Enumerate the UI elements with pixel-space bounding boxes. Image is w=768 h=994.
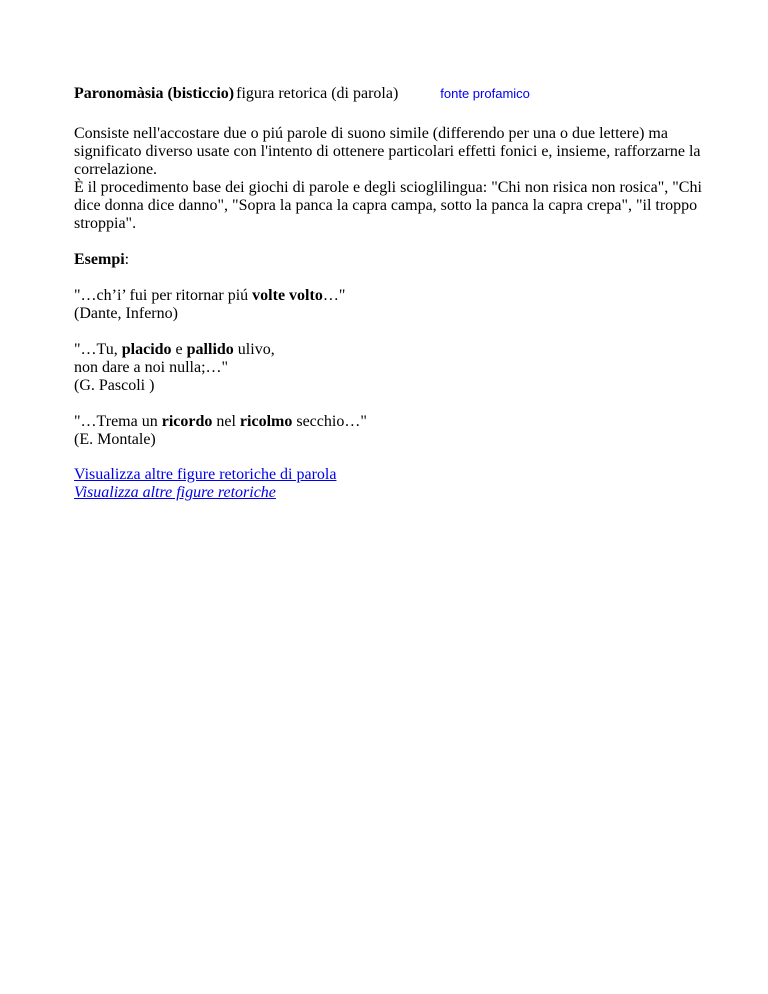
quote-text: nel <box>212 413 240 430</box>
examples-heading <box>74 251 714 269</box>
quote-bold: ricolmo <box>239 413 293 430</box>
example-dante <box>74 287 714 323</box>
quote-bold: volte volto <box>252 287 323 304</box>
navigation-links <box>74 466 714 502</box>
quote-text: "…Trema un <box>74 413 162 430</box>
source-link[interactable]: fonte profamico <box>440 86 530 101</box>
term-category: figura retorica (di parola) <box>236 85 399 102</box>
quote-bold: placido <box>121 341 172 358</box>
quote-text: e <box>171 341 187 358</box>
quote-text: secchio…" <box>292 413 367 430</box>
definition-paragraph-2: È il procedimento base dei giochi di parole e degli scioglilingua: "Chi non risica non rosica", "Chi dice donna dice danno", "Sopra la panca la capra campa, sotto la panca la capra crepa", "il troppo stroppia". <box>74 179 702 232</box>
term-title: Paronomàsia (bisticcio) <box>74 85 235 102</box>
example-quote <box>74 341 714 359</box>
example-quote <box>74 413 714 431</box>
quote-text: "…ch’i’ fui per ritornar piú <box>74 287 253 304</box>
example-montale <box>74 413 714 449</box>
document-page <box>74 85 714 502</box>
header-row <box>74 85 714 103</box>
example-quote-line-2: non dare a noi nulla;…" <box>74 359 229 376</box>
examples-label-colon: : <box>124 251 130 268</box>
definition-block <box>74 125 714 233</box>
example-source: (Dante, Inferno) <box>74 305 178 322</box>
quote-text: ulivo, <box>233 341 275 358</box>
example-quote <box>74 287 714 305</box>
examples-label: Esempi <box>74 251 125 268</box>
example-source: (E. Montale) <box>74 431 156 448</box>
definition-paragraph-1: Consiste nell'accostare due o piú parole di suono simile (differendo per una o due lettere) ma significato diverso usate con l'intento di ottenere particolari effetti fonici e, insieme, rafforzarne la correlazione. <box>74 125 701 178</box>
word-figures-link[interactable]: Visualizza altre figure retoriche di parola <box>74 466 337 483</box>
quote-text: …" <box>322 287 346 304</box>
example-pascoli <box>74 341 714 395</box>
quote-bold: pallido <box>186 341 234 358</box>
quote-bold: ricordo <box>161 413 213 430</box>
quote-text: "…Tu, <box>74 341 122 358</box>
all-figures-link[interactable]: Visualizza altre figure retoriche <box>74 484 276 501</box>
example-source: (G. Pascoli ) <box>74 377 155 394</box>
